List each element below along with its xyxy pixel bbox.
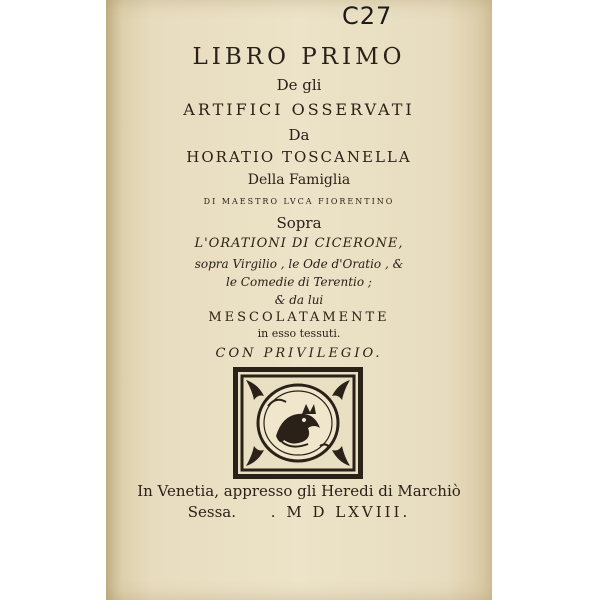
title-line-6: Della Famiglia	[247, 172, 351, 188]
imprint-line-2	[106, 503, 492, 521]
privilege-line: CON PRIVILEGIO.	[215, 346, 383, 361]
title-line-4: Da	[288, 126, 310, 144]
title-line-7: DI MAESTRO LVCA FIORENTINO	[203, 197, 395, 206]
shelfmark-handwritten: C27	[342, 2, 393, 30]
title-line-2: De gli	[276, 76, 322, 94]
title-line-8: Sopra	[276, 214, 322, 232]
imprint-line-1: In Venetia, appresso gli Heredi di Marchiò	[137, 482, 461, 500]
imprint-printer: Sessa.	[187, 503, 236, 521]
title-line-3: ARTIFICI OSSERVATI	[183, 100, 415, 119]
imprint-year: . M D LXVIII.	[270, 503, 411, 521]
title-line-12: & da lui	[274, 293, 324, 307]
printer-mark-woodcut	[232, 366, 364, 480]
title-line-9: L'ORATIONI DI CICERONE,	[194, 236, 404, 251]
title-line-11: le Comedie di Terentio ;	[226, 275, 372, 289]
title-line-10: sopra Virgilio , le Ode d'Oratio , &	[194, 257, 404, 271]
title-line-13: MESCOLATAMENTE	[208, 310, 390, 325]
title-line-14: in esso tessuti.	[257, 327, 341, 340]
author-name: HORATIO TOSCANELLA	[186, 148, 412, 166]
title-line-1: LIBRO PRIMO	[192, 44, 406, 70]
